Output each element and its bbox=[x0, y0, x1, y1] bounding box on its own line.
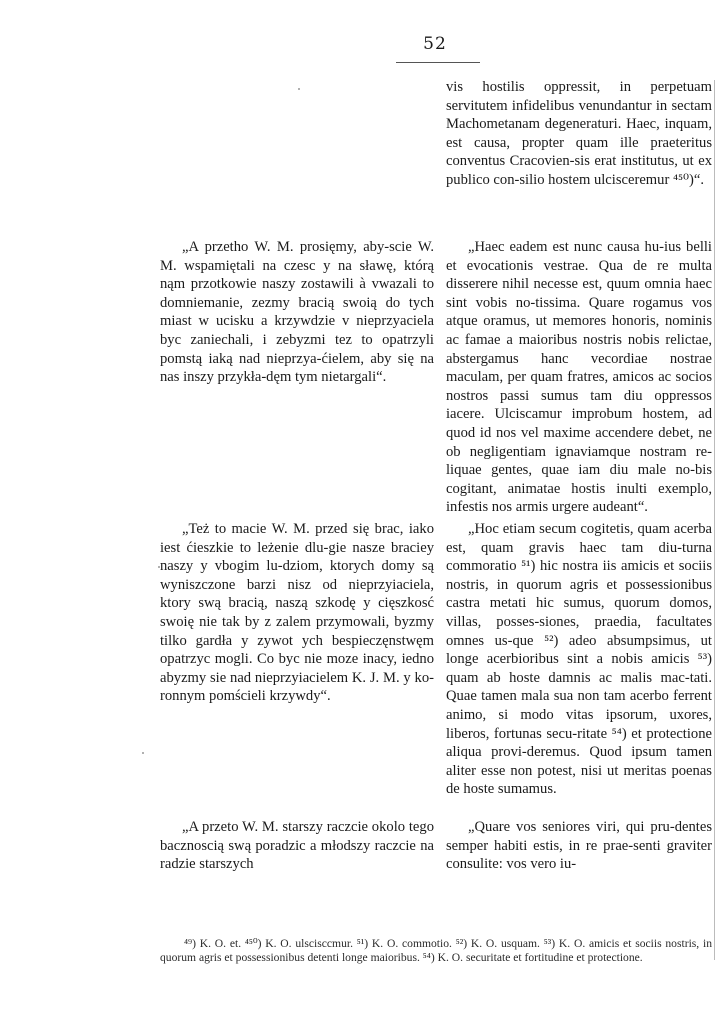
page-number-rule bbox=[396, 62, 480, 63]
right-edge-line bbox=[714, 80, 715, 960]
page-number: 52 bbox=[423, 34, 447, 54]
polish-paragraph-1: „A przetho W. M. prosięmy, aby-scie W. M. wspamiętali na czesc y na sławę, którą nąm przotkowie naszy zostawili à vwazali to domniemanie, zezmy bracią swoią do tych miast w ucisku a krzywdzie v nieprzyaciela byc zaniechali, i zebyzmi tez to opatrzyli pomstą iaką nad nieprzya-ćielem, aby się na nas inszy przykła-dęm tym nietargali“. bbox=[160, 239, 434, 386]
footnotes: ⁴⁹) K. O. et. ⁴⁵⁰) K. O. ulscisccmur. ⁵¹) K. O. commotio. ⁵²) K. O. usquam. ⁵³) K. O. amicis et sociis nostris, in quorum agris et possessionibus detenti longe maioribus. ⁵⁴) K. O. securitate et fortitudine et protectione. bbox=[160, 937, 712, 964]
latin-paragraph-2: „Hoc etiam secum cogitetis, quam acerba est, quam gravis haec tam diu-turna commoratio ⁵¹) hic nostra iis amicis et sociis nostris, in quorum agris et possessionibus castra metati hic sumus, quorum domos, villas, posses-siones, praedia, facultates omnes us-que ⁵²) adeo absumpsimus, ut longe acerbioribus sint a nobis amicis ⁵³) quam ab hoste damnis ac malis mac-tati. Quae tamen mala sua non tam acerbo ferrent animo, si modo vitas ipsorum, uxores, liberos, fortunas secu-ritate ⁵⁴) et protectione aliqua provi-deremus. Quod ipsum tamen aliter esse non potest, nisi ut meritas poenas de hoste sumamus. bbox=[446, 521, 712, 798]
latin-paragraph-1: „Haec eadem est nunc causa hu-ius belli et evocationis vestrae. Qua de re multa disserere nihil necesse est, quum omnia haec sint vobis no-tissima. Quare rogamus vos atque oramus, ut memores honoris, nominis ac famae a maioribus nostris nobis relictae, abstergamus hanc vecordiae nostrae maculam, per quam fratres, amicos ac socios nostros passi sumus tam diu oppressos iacere. Ulciscamur improbum hostem, ad quod id nos vel maxime accendere debet, ne ob negligentiam ignaviamque nostram re-liquae gentes, quae iam diu male no-bis cogitant, animatae hostis inulti exemplo, infestis nos armis urgere audeant“. bbox=[446, 239, 712, 516]
scan-speck bbox=[158, 566, 160, 568]
latin-paragraph-continuation: vis hostilis oppressit, in perpetuam servitutem infidelibus venundantur in sectam Machometanam degeneraturi. Haec, inquam, est causa, propter quam ille praeteritus conventus Cracovien-sis erat institutus, ut ex publico con-silio hostem ulcisceremur ⁴⁵⁰)“. bbox=[446, 79, 712, 188]
latin-paragraph-3: „Quare vos seniores viri, qui pru-dentes semper habiti estis, in re prae-senti graviter consulite: vos vero iu- bbox=[446, 819, 712, 873]
polish-paragraph-2: „Też to macie W. M. przed się brac, iako iest ćieszkie to leżenie dlu-gie nasze braciey naszy y vbogim lu-dziom, ktorych domy są wyniszczone barzi nisz od nieprzyiaciela, ktory swą bracią, naszą szkodę y cięszkosć swoię nie tak by z zalem przymowali, byzmy tilko gardła y zywot ych bespieczęnstwęm opatrzyc mogli. Co byc nie moze inacy, iedno abyzmy sie nad nieprzyiacielem K. J. M. y ko-ronnym pomścieli krzywdy“. bbox=[160, 521, 434, 705]
scan-speck bbox=[142, 752, 144, 754]
polish-paragraph-3: „A przeto W. M. starszy raczcie okolo tego bacznoscią swą poradzic a młodszy raczcie na radzie starszych bbox=[160, 819, 434, 873]
scan-speck bbox=[298, 88, 300, 90]
